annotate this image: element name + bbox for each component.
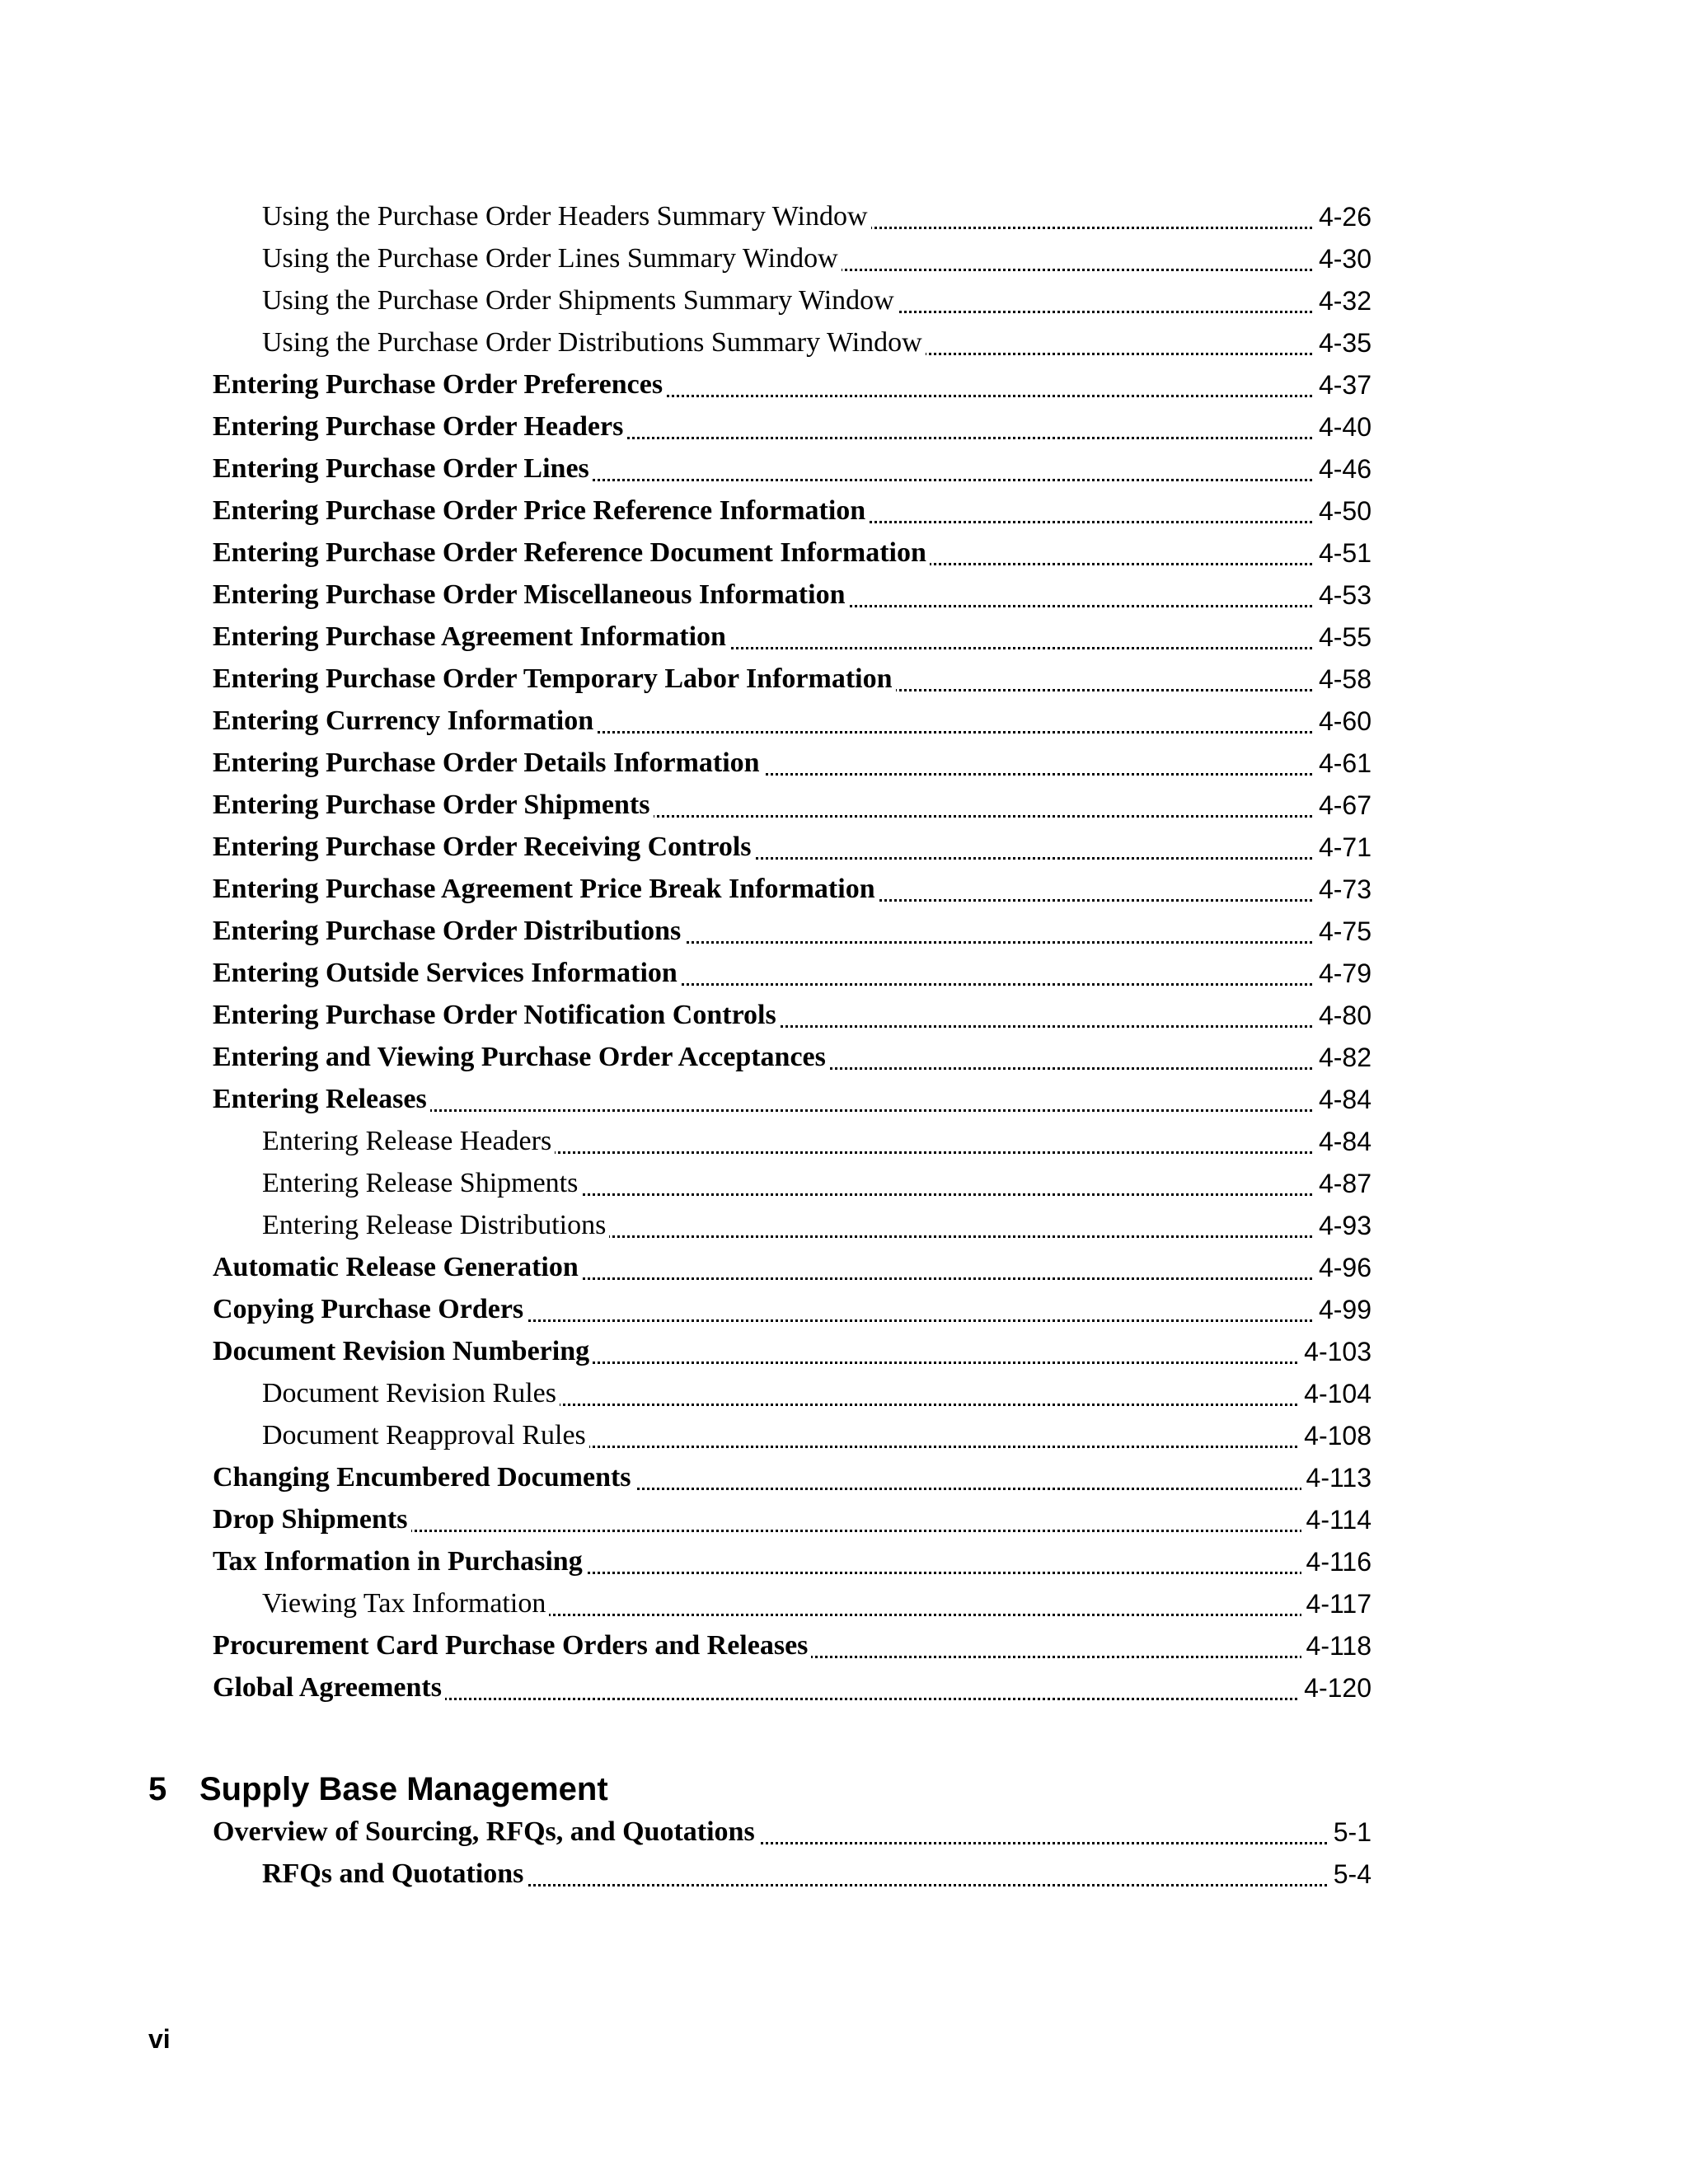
toc-entry-title: Entering Purchase Order Lines xyxy=(213,448,593,490)
toc-entry[interactable] xyxy=(0,1204,1688,1247)
toc-entry-title: Entering Purchase Order Reference Document Information xyxy=(213,532,930,574)
toc-entry-title: Entering Purchase Order Distributions xyxy=(213,910,684,953)
toc-entry-title: Entering Purchase Order Details Information xyxy=(213,742,763,785)
toc-entry-page: 4-32 xyxy=(1314,279,1372,322)
toc-entry-page: 4-40 xyxy=(1314,405,1372,448)
toc-entry-title: Entering Release Shipments xyxy=(262,1162,581,1205)
toc-entry[interactable] xyxy=(0,1456,1688,1499)
toc-entry[interactable] xyxy=(0,405,1688,448)
toc-entry-page: 4-108 xyxy=(1299,1414,1372,1457)
toc-entry-page: 4-93 xyxy=(1314,1204,1372,1247)
toc-entry[interactable] xyxy=(0,1853,1688,1896)
toc-entry-title: Entering Purchase Order Receiving Controls xyxy=(213,826,755,869)
toc-entry-title: Entering Currency Information xyxy=(213,700,597,743)
toc-entry-page: 4-117 xyxy=(1301,1582,1372,1625)
toc-entry[interactable] xyxy=(0,574,1688,616)
toc-entry[interactable] xyxy=(0,658,1688,701)
toc-entry-page: 4-60 xyxy=(1314,700,1372,743)
toc-entry-page: 4-120 xyxy=(1299,1666,1372,1709)
toc-entry-page: 4-30 xyxy=(1314,237,1372,280)
toc-entry-title: Entering Releases xyxy=(213,1078,430,1121)
toc-entry[interactable] xyxy=(0,1246,1688,1289)
toc-entry-title: Entering Purchase Order Preferences xyxy=(213,363,666,406)
toc-entry-title: Entering Purchase Order Notification Controls xyxy=(213,994,780,1037)
toc-entry[interactable] xyxy=(0,1330,1688,1373)
toc-entry-title: Entering Purchase Order Shipments xyxy=(213,784,654,827)
toc-entry[interactable] xyxy=(0,868,1688,911)
toc-entry[interactable] xyxy=(0,490,1688,532)
toc-entry[interactable] xyxy=(0,952,1688,995)
toc-entry[interactable] xyxy=(0,994,1688,1037)
toc-entry[interactable] xyxy=(0,1036,1688,1079)
toc-entry-page: 4-71 xyxy=(1314,826,1372,869)
toc-entry-page: 4-55 xyxy=(1314,616,1372,658)
toc-entry-page: 4-75 xyxy=(1314,910,1372,953)
toc-entry[interactable] xyxy=(0,1372,1688,1415)
toc-entry[interactable] xyxy=(0,1582,1688,1625)
chapter-title: Supply Base Management xyxy=(199,1771,608,1807)
toc-entry-page: 4-26 xyxy=(1314,195,1372,238)
toc-entry[interactable] xyxy=(0,742,1688,785)
toc-entry-title: Entering Purchase Order Temporary Labor Information xyxy=(213,658,896,701)
toc-entry-title: Using the Purchase Order Shipments Summary Window xyxy=(262,279,898,322)
toc-entry-page: 4-104 xyxy=(1299,1372,1372,1415)
toc-entry-title: Changing Encumbered Documents xyxy=(213,1456,635,1499)
toc-entry-page: 4-73 xyxy=(1314,868,1372,911)
toc-entry[interactable] xyxy=(0,1120,1688,1163)
toc-entry-title: RFQs and Quotations xyxy=(262,1853,527,1896)
toc-entry-page: 4-80 xyxy=(1314,994,1372,1037)
toc-entry-title: Automatic Release Generation xyxy=(213,1246,582,1289)
toc-entry-title: Entering Purchase Order Price Reference Information xyxy=(213,490,869,532)
toc-entry-title: Entering Purchase Order Headers xyxy=(213,405,626,448)
toc-entry-page: 4-67 xyxy=(1314,784,1372,827)
toc-entry-page: 4-118 xyxy=(1301,1624,1372,1667)
toc-entry-page: 4-35 xyxy=(1314,321,1372,364)
toc-entry-title: Overview of Sourcing, RFQs, and Quotations xyxy=(213,1811,758,1854)
chapter-number: 5 xyxy=(148,1771,167,1807)
toc-entry[interactable] xyxy=(0,784,1688,827)
toc-entry-title: Entering and Viewing Purchase Order Acceptances xyxy=(213,1036,829,1079)
toc-entry[interactable] xyxy=(0,321,1688,364)
toc-entry-title: Using the Purchase Order Distributions Summary Window xyxy=(262,321,926,364)
toc-entry-page: 4-84 xyxy=(1314,1120,1372,1163)
toc-entry[interactable] xyxy=(0,616,1688,658)
toc-entry-title: Procurement Card Purchase Orders and Releases xyxy=(213,1624,811,1667)
toc-entry-title: Entering Purchase Order Miscellaneous Information xyxy=(213,574,848,616)
toc-entry[interactable] xyxy=(0,448,1688,490)
toc-entry[interactable] xyxy=(0,826,1688,869)
toc-entry-title: Entering Release Headers xyxy=(262,1120,555,1163)
toc-entry-page: 4-82 xyxy=(1314,1036,1372,1079)
toc-entry[interactable] xyxy=(0,1078,1688,1121)
toc-entry-title: Tax Information in Purchasing xyxy=(213,1540,586,1583)
toc-entry-page: 4-51 xyxy=(1314,532,1372,574)
toc-entry-title: Using the Purchase Order Lines Summary Window xyxy=(262,237,842,280)
toc-entry-title: Using the Purchase Order Headers Summary Window xyxy=(262,195,871,238)
toc-entry-title: Entering Purchase Agreement Information xyxy=(213,616,729,658)
toc-entry-page: 4-53 xyxy=(1314,574,1372,616)
toc-entry-page: 5-1 xyxy=(1329,1811,1372,1854)
toc-entry[interactable] xyxy=(0,1288,1688,1331)
toc-entry-page: 4-37 xyxy=(1314,363,1372,406)
toc-entry-page: 4-46 xyxy=(1314,448,1372,490)
toc-entry-page: 4-99 xyxy=(1314,1288,1372,1331)
toc-entry-title: Document Reapproval Rules xyxy=(262,1414,589,1457)
chapter-heading[interactable] xyxy=(148,1766,608,1812)
toc-entry[interactable] xyxy=(0,1666,1688,1709)
toc-entry[interactable] xyxy=(0,910,1688,953)
toc-entry-page: 4-61 xyxy=(1314,742,1372,785)
toc-entry[interactable] xyxy=(0,237,1688,280)
toc-entry-title: Entering Outside Services Information xyxy=(213,952,681,995)
toc-entry[interactable] xyxy=(0,532,1688,574)
toc-entry[interactable] xyxy=(0,1498,1688,1541)
toc-entry-page: 4-84 xyxy=(1314,1078,1372,1121)
page-number: vi xyxy=(148,2024,171,2054)
toc-entry-page: 4-87 xyxy=(1314,1162,1372,1205)
toc-entry[interactable] xyxy=(0,363,1688,406)
toc-entry[interactable] xyxy=(0,1162,1688,1205)
toc-entry-title: Entering Release Distributions xyxy=(262,1204,609,1247)
toc-entry-title: Viewing Tax Information xyxy=(262,1582,549,1625)
toc-entry[interactable] xyxy=(0,1624,1688,1667)
toc-entry-title: Drop Shipments xyxy=(213,1498,411,1541)
toc-entry[interactable] xyxy=(0,1540,1688,1583)
toc-entry[interactable] xyxy=(0,195,1688,238)
toc-entry-page: 4-114 xyxy=(1301,1498,1372,1541)
toc-entry-title: Copying Purchase Orders xyxy=(213,1288,527,1331)
toc-entry[interactable] xyxy=(0,279,1688,322)
toc-entry[interactable] xyxy=(0,1414,1688,1457)
toc-entry-title: Document Revision Numbering xyxy=(213,1330,593,1373)
toc-entry-page: 5-4 xyxy=(1329,1853,1372,1896)
toc-entry-page: 4-96 xyxy=(1314,1246,1372,1289)
toc-entry-page: 4-103 xyxy=(1299,1330,1372,1373)
toc-entry-page: 4-113 xyxy=(1301,1456,1372,1499)
toc-entry[interactable] xyxy=(0,700,1688,743)
toc-entry-title: Entering Purchase Agreement Price Break Information xyxy=(213,868,879,911)
toc-entry-page: 4-116 xyxy=(1301,1540,1372,1583)
toc-entry-page: 4-58 xyxy=(1314,658,1372,701)
toc-entry[interactable] xyxy=(0,1811,1688,1854)
toc-entry-page: 4-50 xyxy=(1314,490,1372,532)
toc-entry-page: 4-79 xyxy=(1314,952,1372,995)
toc-entry-title: Global Agreements xyxy=(213,1666,445,1709)
toc-entry-title: Document Revision Rules xyxy=(262,1372,560,1415)
